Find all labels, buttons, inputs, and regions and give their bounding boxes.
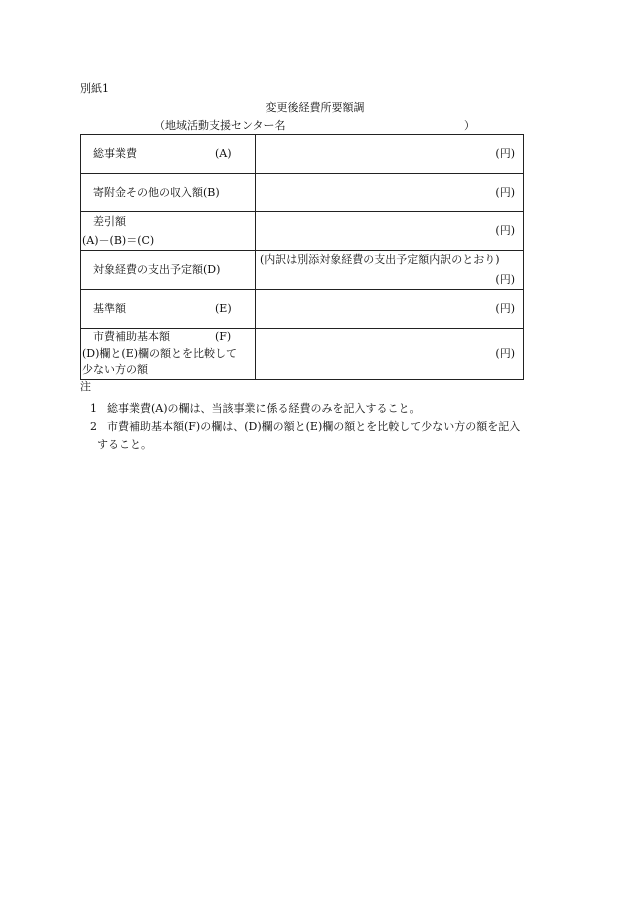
note-text: 市費補助基本額(F)の欄は、(D)欄の額と(E)欄の額とを比較して少ない方の額を記入 [107, 420, 521, 433]
expense-table [80, 134, 524, 380]
label-cell [81, 212, 256, 251]
row-formula: (A)－(B)＝(C) [82, 234, 155, 247]
row-mark: (F) [215, 330, 232, 343]
yen-unit: (円) [495, 347, 515, 360]
note-text-continued: すること。 [97, 438, 152, 451]
table-row-planned-expenditure [81, 251, 524, 290]
yen-unit: (円) [495, 147, 515, 160]
document-title: 変更後経費所要額調 [265, 101, 365, 114]
value-cell [256, 135, 524, 174]
center-name-label: （地域活動支援センター名 [154, 119, 286, 132]
label-cell [81, 329, 256, 380]
yen-unit: (円) [495, 186, 515, 199]
row-label: 基準額 [93, 302, 126, 315]
notes-section [80, 380, 530, 451]
notes-heading: 注 [80, 380, 91, 393]
row-sublabel: (D)欄と(E)欄の額とを比較して [82, 347, 238, 360]
yen-unit: (円) [495, 224, 515, 237]
note-text: 総事業費(A)の欄は、当該事業に係る経費のみを記入すること。 [107, 402, 421, 415]
value-cell [256, 290, 524, 329]
label-cell [81, 135, 256, 174]
label-cell [81, 174, 256, 212]
value-cell [256, 212, 524, 251]
center-name-line [154, 119, 474, 133]
table-row-standard-amount [81, 290, 524, 329]
value-cell [256, 251, 524, 290]
center-name-close-paren: ） [464, 119, 475, 132]
row-label: 寄附金その他の収入額(B) [93, 186, 220, 199]
table-row-city-subsidy [81, 329, 524, 380]
row-label: 市費補助基本額 [93, 330, 170, 343]
yen-unit: (円) [495, 302, 515, 315]
yen-unit: (円) [495, 273, 515, 286]
table-row-total-cost [81, 135, 524, 174]
table-row-donations [81, 174, 524, 212]
breakdown-note: (内訳は別添対象経費の支出予定額内訳のとおり) [260, 253, 500, 266]
row-mark: (A) [215, 147, 232, 160]
document-label: 別紙1 [80, 82, 109, 95]
note-number: 1 [90, 402, 97, 415]
row-label: 総事業費 [93, 147, 137, 160]
label-cell [81, 251, 256, 290]
value-cell [256, 174, 524, 212]
label-cell [81, 290, 256, 329]
note-number: 2 [90, 420, 97, 433]
row-sublabel: 少ない方の額 [82, 363, 148, 376]
row-mark: (E) [215, 302, 232, 315]
row-label: 差引額 [93, 215, 126, 228]
table-row-difference [81, 212, 524, 251]
row-label: 対象経費の支出予定額(D) [93, 263, 221, 276]
value-cell [256, 329, 524, 380]
